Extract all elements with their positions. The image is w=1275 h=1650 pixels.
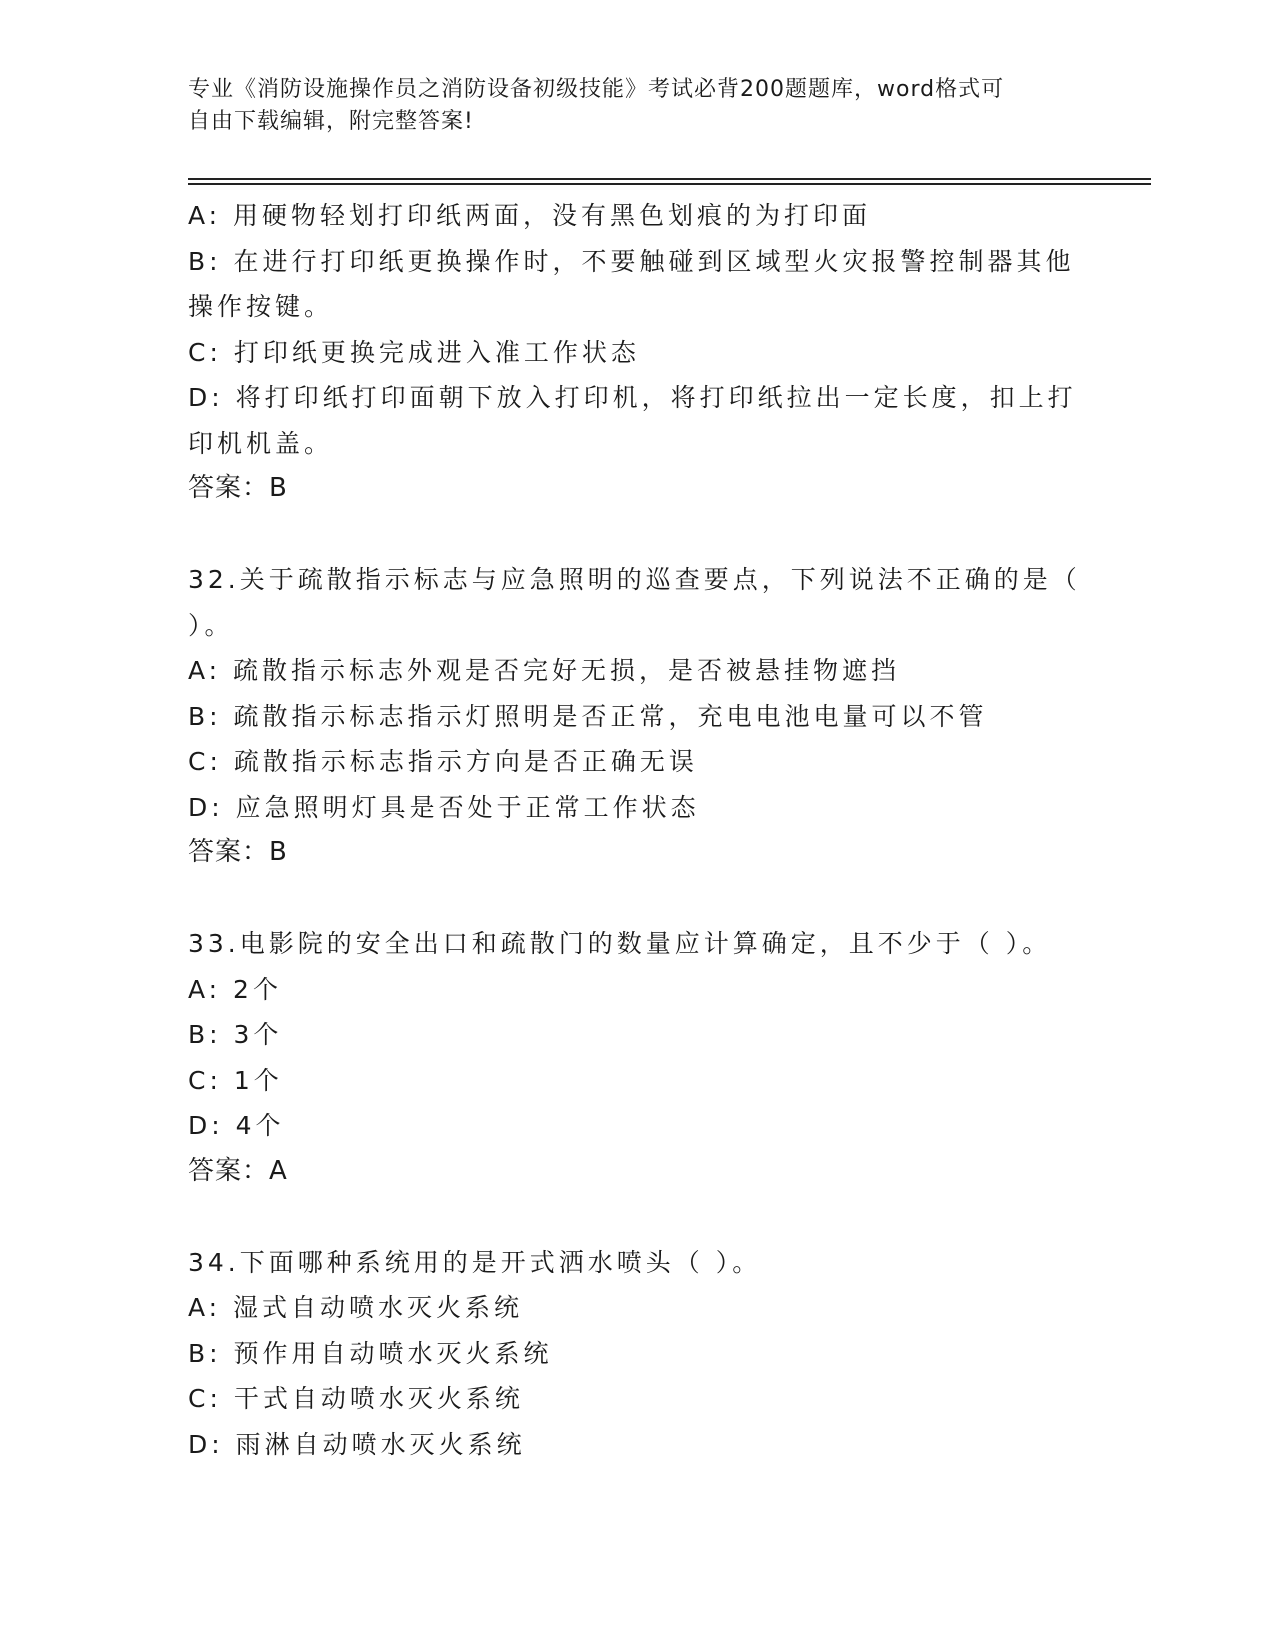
header-rule-bottom [188,183,1151,185]
option-line: B: 在进行打印纸更换操作时，不要触碰到区域型火灾报警控制器其他 [188,246,1075,276]
answer-line: 答案：A [188,1155,288,1186]
option-line: B: 3个 [188,1020,283,1049]
option-line: D: 应急照明灯具是否处于正常工作状态 [188,792,700,822]
option-line: B: 疏散指示标志指示灯照明是否正常，充电电池电量可以不管 [188,701,988,731]
question-stem: 33.电影院的安全出口和疏散门的数量应计算确定，且不少于（ ）。 [188,929,1052,958]
option-line: A: 疏散指示标志外观是否完好无损，是否被悬挂物遮挡 [188,656,901,685]
option-line: B: 预作用自动喷水灭火系统 [188,1338,553,1368]
question-list [188,193,1088,1467]
answer-line: 答案：B [188,837,288,867]
option-line: D: 将打印纸打印面朝下放入打印机，将打印纸拉出一定长度，扣上打 [188,383,1077,412]
option-line: A: 2个 [188,974,282,1004]
option-line: 印机机盖。 [188,428,334,458]
question-34 [188,1240,1088,1468]
question-31-continued [188,193,1088,512]
option-line: D: 4个 [188,1111,285,1140]
question-32 [188,557,1088,876]
question-stem: 34.下面哪种系统用的是开式洒水喷头（ ）。 [188,1247,762,1277]
question-stem: ）。 [188,610,234,640]
question-stem: 32.关于疏散指示标志与应急照明的巡查要点，下列说法不正确的是（ [188,565,1081,594]
header-line: 专业《消防设施操作员之消防设备初级技能》考试必背200题题库，word格式可 [188,77,1005,102]
spacer [188,1194,1088,1240]
header-line: 自由下载编辑，附完整答案! [188,109,474,134]
spacer [188,512,1088,558]
option-line: D: 雨淋自动喷水灭火系统 [188,1429,526,1459]
header-rule-top [188,178,1151,180]
option-line: C: 打印纸更换完成进入准工作状态 [188,337,640,367]
document-header [188,74,1068,138]
spacer [188,876,1088,922]
question-33 [188,921,1088,1194]
option-line: A: 湿式自动喷水灭火系统 [188,1293,524,1322]
option-line: A: 用硬物轻划打印纸两面，没有黑色划痕的为打印面 [188,201,872,230]
answer-line: 答案：B [188,473,288,503]
option-line: C: 1个 [188,1065,283,1095]
option-line: C: 疏散指示标志指示方向是否正确无误 [188,747,698,776]
option-line: 操作按键。 [188,292,334,321]
option-line: C: 干式自动喷水灭火系统 [188,1384,524,1413]
